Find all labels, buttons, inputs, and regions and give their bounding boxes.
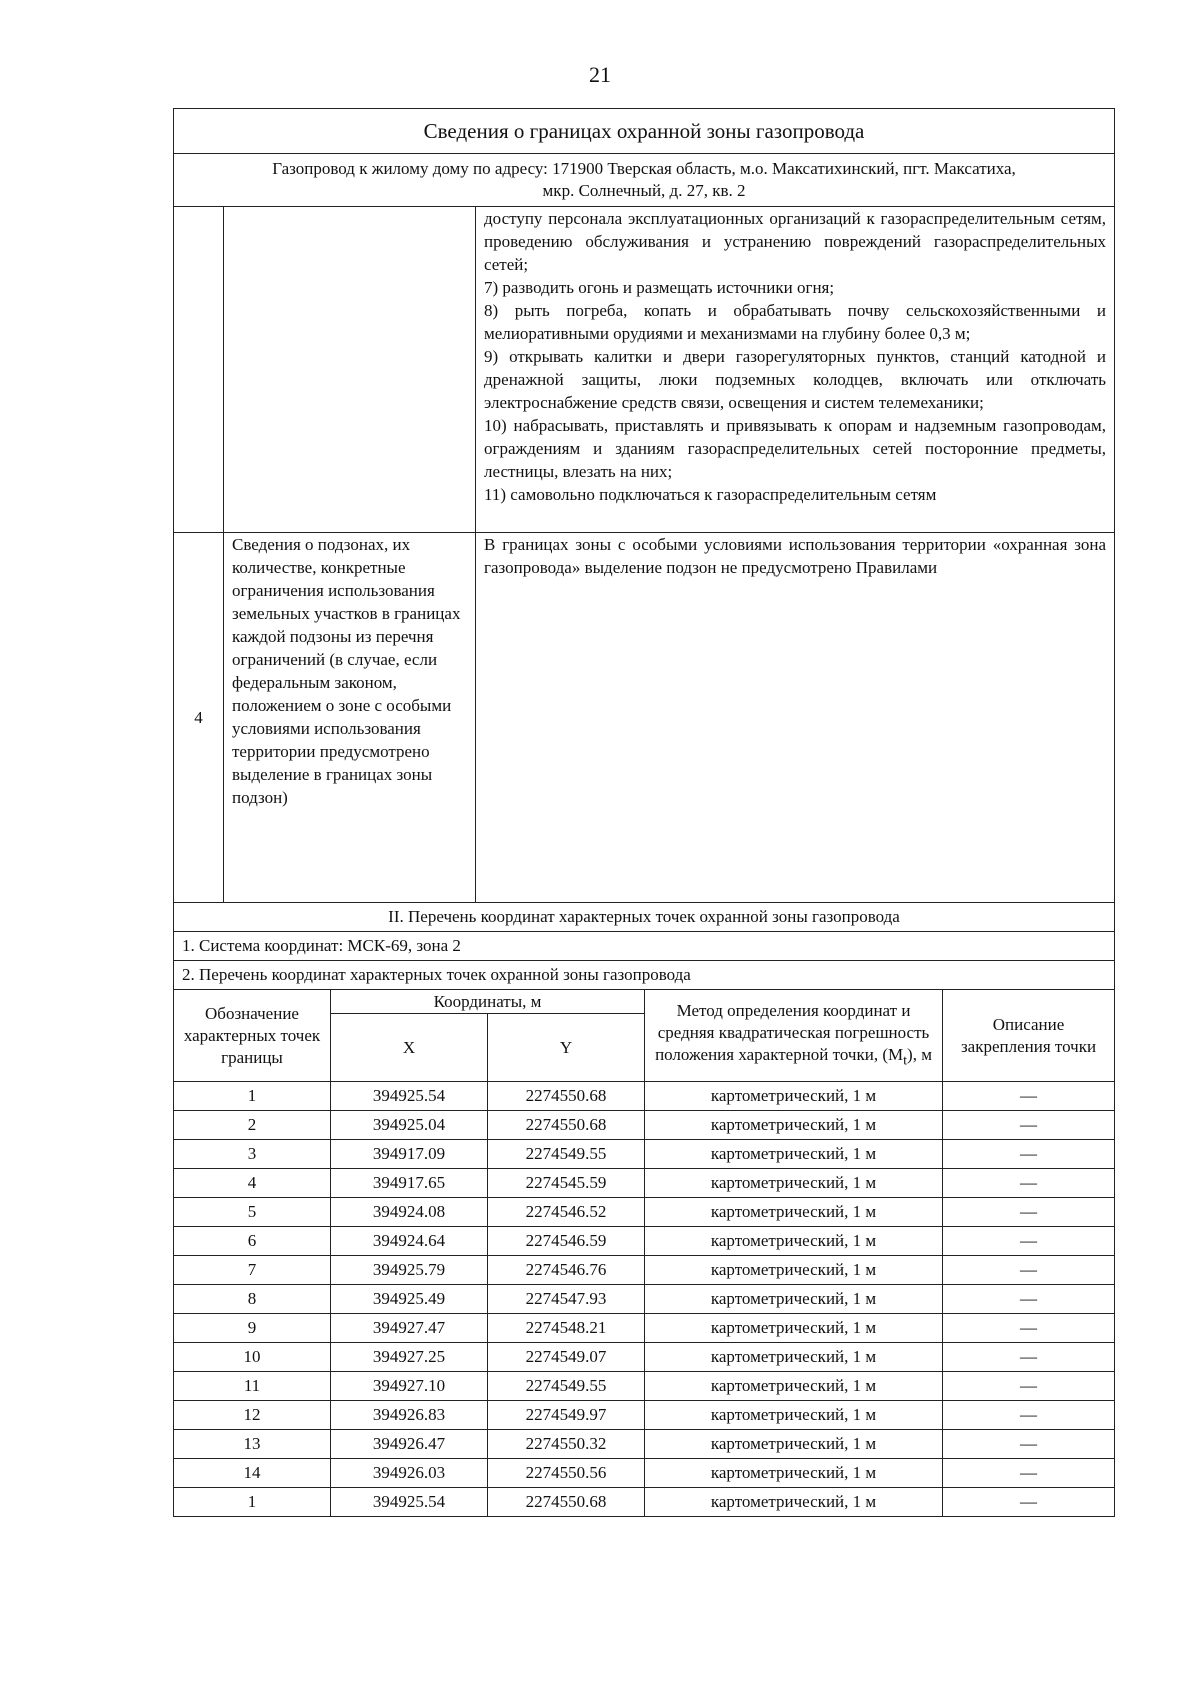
restriction-item: 10) набрасывать, приставлять и привязывать к опорам и надземным газопроводам, ограждениям и зданиям газораспределительных сетей посторонние предметы, лестницы, влезать на них; (484, 416, 1107, 481)
coordinates-table (173, 989, 1115, 1517)
restrictions-number-cell (174, 207, 224, 533)
table-row (174, 1401, 1115, 1430)
table-row (174, 1140, 1115, 1169)
point-cell: 2 (174, 1111, 331, 1140)
desc-cell: — (943, 1372, 1115, 1401)
desc-cell: — (943, 1430, 1115, 1459)
address-line-1: Газопровод к жилому дому по адресу: 171900 Тверская область, м.о. Максатихинский, пгт. Максатиха, (272, 159, 1016, 178)
y-cell: 2274549.55 (488, 1140, 645, 1169)
x-cell: 394925.49 (331, 1285, 488, 1314)
method-cell: картометрический, 1 м (645, 1314, 943, 1343)
col-y-header: Y (488, 1014, 645, 1082)
x-cell: 394927.10 (331, 1372, 488, 1401)
desc-cell: — (943, 1459, 1115, 1488)
x-cell: 394927.47 (331, 1314, 488, 1343)
table-row (174, 1227, 1115, 1256)
document-title: Сведения о границах охранной зоны газопровода (174, 109, 1115, 154)
method-cell: картометрический, 1 м (645, 1401, 943, 1430)
method-cell: картометрический, 1 м (645, 1459, 943, 1488)
desc-cell: — (943, 1082, 1115, 1111)
method-cell: картометрический, 1 м (645, 1430, 943, 1459)
point-cell: 5 (174, 1198, 331, 1227)
x-cell: 394925.54 (331, 1488, 488, 1517)
y-cell: 2274550.32 (488, 1430, 645, 1459)
method-cell: картометрический, 1 м (645, 1488, 943, 1517)
method-cell: картометрический, 1 м (645, 1111, 943, 1140)
x-cell: 394924.64 (331, 1227, 488, 1256)
x-cell: 394924.08 (331, 1198, 488, 1227)
table-row (174, 1314, 1115, 1343)
restrictions-label-cell (224, 207, 476, 533)
col-desc-header: Описание закрепления точки (943, 990, 1115, 1082)
y-cell: 2274550.68 (488, 1488, 645, 1517)
desc-cell: — (943, 1488, 1115, 1517)
col-point-header: Обозначение характерных точек границы (174, 990, 331, 1082)
x-cell: 394925.79 (331, 1256, 488, 1285)
table-row (174, 1198, 1115, 1227)
restriction-item: 7) разводить огонь и размещать источники огня; (484, 278, 835, 297)
x-cell: 394917.65 (331, 1169, 488, 1198)
table-row (174, 1343, 1115, 1372)
row-number: 4 (174, 533, 224, 903)
method-cell: картометрический, 1 м (645, 1343, 943, 1372)
coordinate-system: 1. Система координат: МСК-69, зона 2 (174, 932, 1115, 961)
point-cell: 1 (174, 1082, 331, 1111)
point-cell: 4 (174, 1169, 331, 1198)
y-cell: 2274546.52 (488, 1198, 645, 1227)
table-row (174, 1256, 1115, 1285)
desc-cell: — (943, 1285, 1115, 1314)
point-cell: 7 (174, 1256, 331, 1285)
table-row (174, 1459, 1115, 1488)
y-cell: 2274550.56 (488, 1459, 645, 1488)
x-cell: 394926.03 (331, 1459, 488, 1488)
table-row (174, 1169, 1115, 1198)
y-cell: 2274545.59 (488, 1169, 645, 1198)
col-coords-header: Координаты, м (331, 990, 645, 1014)
x-cell: 394925.54 (331, 1082, 488, 1111)
desc-cell: — (943, 1256, 1115, 1285)
method-cell: картометрический, 1 м (645, 1285, 943, 1314)
point-cell: 6 (174, 1227, 331, 1256)
gas-pipeline-address (174, 154, 1115, 207)
y-cell: 2274550.68 (488, 1111, 645, 1140)
x-cell: 394927.25 (331, 1343, 488, 1372)
point-cell: 12 (174, 1401, 331, 1430)
point-cell: 1 (174, 1488, 331, 1517)
desc-cell: — (943, 1401, 1115, 1430)
desc-cell: — (943, 1140, 1115, 1169)
desc-cell: — (943, 1198, 1115, 1227)
address-line-2: мкр. Солнечный, д. 27, кв. 2 (542, 181, 746, 200)
method-cell: картометрический, 1 м (645, 1227, 943, 1256)
point-cell: 10 (174, 1343, 331, 1372)
x-cell: 394925.04 (331, 1111, 488, 1140)
point-cell: 14 (174, 1459, 331, 1488)
subzones-label: Сведения о подзонах, их количестве, конкретные ограничения использования земельных участков в границах каждой подзоны из перечня ограничений (в случае, если федеральным законом, положением о зоне с особыми условиями использования территории предусмотрено выделение в границах зоны подзон) (224, 533, 476, 903)
table-row (174, 1430, 1115, 1459)
desc-cell: — (943, 1111, 1115, 1140)
point-cell: 8 (174, 1285, 331, 1314)
table-row (174, 1111, 1115, 1140)
restriction-item: 8) рыть погреба, копать и обрабатывать почву сельскохозяйственными и мелиоративными орудиями и механизмами на глубину более 0,3 м; (484, 301, 1107, 343)
restriction-item: 11) самовольно подключаться к газораспределительным сетям (484, 485, 937, 504)
y-cell: 2274546.59 (488, 1227, 645, 1256)
method-cell: картометрический, 1 м (645, 1198, 943, 1227)
y-cell: 2274549.55 (488, 1372, 645, 1401)
method-cell: картометрический, 1 м (645, 1169, 943, 1198)
desc-cell: — (943, 1314, 1115, 1343)
desc-cell: — (943, 1343, 1115, 1372)
y-cell: 2274546.76 (488, 1256, 645, 1285)
method-cell: картометрический, 1 м (645, 1372, 943, 1401)
y-cell: 2274549.07 (488, 1343, 645, 1372)
x-cell: 394917.09 (331, 1140, 488, 1169)
col-method-header: Метод определения координат и средняя квадратическая погрешность положения характерной точки, $(M_t)$, м (645, 990, 943, 1082)
restriction-item: 9) открывать калитки и двери газорегуляторных пунктов, станций катодной и дренажной защиты, люки подземных колодцев, включать или отключать электроснабжение средств связи, освещения и систем телемеханики; (484, 347, 1107, 412)
coordinate-list-title: 2. Перечень координат характерных точек охранной зоны газопровода (174, 961, 1115, 990)
section-2-title: II. Перечень координат характерных точек охранной зоны газопровода (174, 903, 1115, 932)
y-cell: 2274548.21 (488, 1314, 645, 1343)
x-cell: 394926.47 (331, 1430, 488, 1459)
restriction-item: доступу персонала эксплуатационных организаций к газораспределительным сетям, проведению обслуживания и устранению повреждений газораспределительных сетей; (484, 209, 1107, 274)
y-cell: 2274547.93 (488, 1285, 645, 1314)
desc-cell: — (943, 1227, 1115, 1256)
col-x-header: X (331, 1014, 488, 1082)
table-row (174, 1372, 1115, 1401)
point-cell: 3 (174, 1140, 331, 1169)
method-cell: картометрический, 1 м (645, 1256, 943, 1285)
table-row (174, 1285, 1115, 1314)
y-cell: 2274549.97 (488, 1401, 645, 1430)
point-cell: 11 (174, 1372, 331, 1401)
table-row (174, 1082, 1115, 1111)
page-number: 21 (589, 62, 611, 87)
subzones-value: В границах зоны с особыми условиями использования территории «охранная зона газопровода» выделение подзон не предусмотрено Правилами (476, 533, 1115, 903)
point-cell: 13 (174, 1430, 331, 1459)
point-cell: 9 (174, 1314, 331, 1343)
table-row (174, 1488, 1115, 1517)
restrictions-list (476, 207, 1115, 533)
method-cell: картометрический, 1 м (645, 1140, 943, 1169)
desc-cell: — (943, 1169, 1115, 1198)
x-cell: 394926.83 (331, 1401, 488, 1430)
method-cell: картометрический, 1 м (645, 1082, 943, 1111)
y-cell: 2274550.68 (488, 1082, 645, 1111)
zone-info-table (173, 108, 1115, 990)
